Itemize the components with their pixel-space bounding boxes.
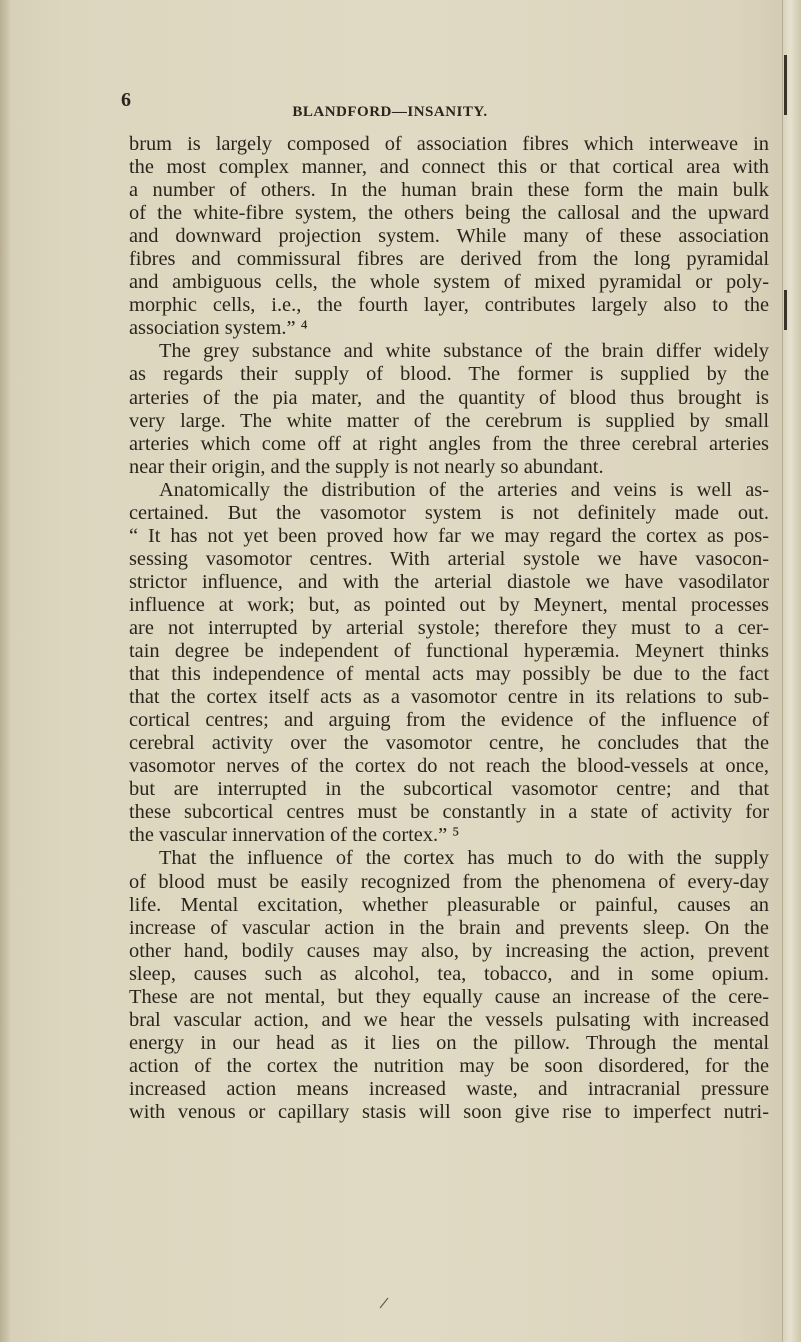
text-line: arteries which come off at right angles from the three cerebral arteries	[129, 432, 769, 455]
margin-mark	[784, 290, 787, 330]
text-line: Anatomically the distribution of the arteries and veins is well as-	[159, 478, 769, 501]
text-line: influence at work; but, as pointed out by Meynert, mental processes	[129, 593, 769, 616]
text-line: of the white-fibre system, the others being the callosal and the upward	[129, 202, 769, 225]
text-line: cerebral activity over the vasomotor centre, he concludes that the	[129, 732, 769, 755]
text-line: sessing vasomotor centres. With arterial systole we have vasocon-	[129, 547, 769, 570]
text-line: life. Mental excitation, whether pleasurable or painful, causes an	[129, 893, 769, 916]
text-line: other hand, bodily causes may also, by increasing the action, prevent	[129, 939, 769, 962]
text-line: increase of vascular action in the brain and prevents sleep. On the	[129, 916, 769, 939]
page-number: 6	[121, 89, 131, 111]
text-line: brum is largely composed of association fibres which interweave in	[129, 133, 769, 155]
text-line: morphic cells, i.e., the fourth layer, contributes largely also to the	[129, 294, 769, 317]
text-line: and ambiguous cells, the whole system of mixed pyramidal or poly-	[129, 271, 769, 294]
text-line: vasomotor nerves of the cortex do not reach the blood-vessels at once,	[129, 755, 769, 778]
text-line: action of the cortex the nutrition may be soon disordered, for the	[129, 1054, 769, 1077]
text-line: strictor influence, and with the arterial diastole we have vasodilator	[129, 570, 769, 593]
text-line: sleep, causes such as alcohol, tea, tobacco, and in some opium.	[129, 962, 769, 985]
page-gutter-shadow	[0, 0, 10, 1342]
text-line: energy in our head as it lies on the pillow. Through the mental	[129, 1031, 769, 1054]
text-line: That the influence of the cortex has much to do with the supply	[159, 847, 769, 870]
body-text	[129, 133, 769, 1124]
text-line: with venous or capillary stasis will soon give rise to imperfect nutri-	[129, 1100, 769, 1123]
text-line: tain degree be independent of functional hyperæmia. Meynert thinks	[129, 640, 769, 663]
text-line: and downward projection system. While many of these association	[129, 225, 769, 248]
text-line: fibres and commissural fibres are derived from the long pyramidal	[129, 248, 769, 271]
text-line: the vascular innervation of the cortex.” ⁵	[129, 824, 460, 847]
text-line: the most complex manner, and connect this or that cortical area with	[129, 156, 769, 179]
text-line: these subcortical centres must be constantly in a state of activity for	[129, 801, 769, 824]
text-line: that the cortex itself acts as a vasomotor centre in its relations to sub-	[129, 686, 769, 709]
text-line: near their origin, and the supply is not nearly so abundant.	[129, 455, 604, 478]
text-line: a number of others. In the human brain these form the main bulk	[129, 179, 769, 202]
text-line: of blood must be easily recognized from the phenomena of every-day	[129, 870, 769, 893]
running-head: BLANDFORD—INSANITY.	[292, 104, 488, 120]
text-line: “ It has not yet been proved how far we may regard the cortex as pos-	[129, 524, 769, 547]
margin-mark	[784, 55, 787, 115]
text-line: arteries of the pia mater, and the quantity of blood thus brought is	[129, 386, 769, 409]
pencil-tick-mark	[378, 1296, 390, 1310]
text-line: The grey substance and white substance of the brain differ widely	[159, 340, 769, 363]
text-line: increased action means increased waste, and intracranial pressure	[129, 1077, 769, 1100]
text-line: association system.” ⁴	[129, 317, 308, 340]
text-line: These are not mental, but they equally cause an increase of the cere-	[129, 985, 769, 1008]
text-line: are not interrupted by arterial systole; therefore they must to a cer-	[129, 616, 769, 639]
text-line: as regards their supply of blood. The former is supplied by the	[129, 363, 769, 386]
text-line: that this independence of mental acts may possibly be due to the fact	[129, 663, 769, 686]
text-line: very large. The white matter of the cerebrum is supplied by small	[129, 409, 769, 432]
text-line: but are interrupted in the subcortical vasomotor centre; and that	[129, 778, 769, 801]
text-line: certained. But the vasomotor system is not definitely made out.	[129, 501, 769, 524]
text-line: bral vascular action, and we hear the vessels pulsating with increased	[129, 1008, 769, 1031]
text-line: cortical centres; and arguing from the evidence of the influence of	[129, 709, 769, 732]
page-edge	[782, 0, 801, 1342]
